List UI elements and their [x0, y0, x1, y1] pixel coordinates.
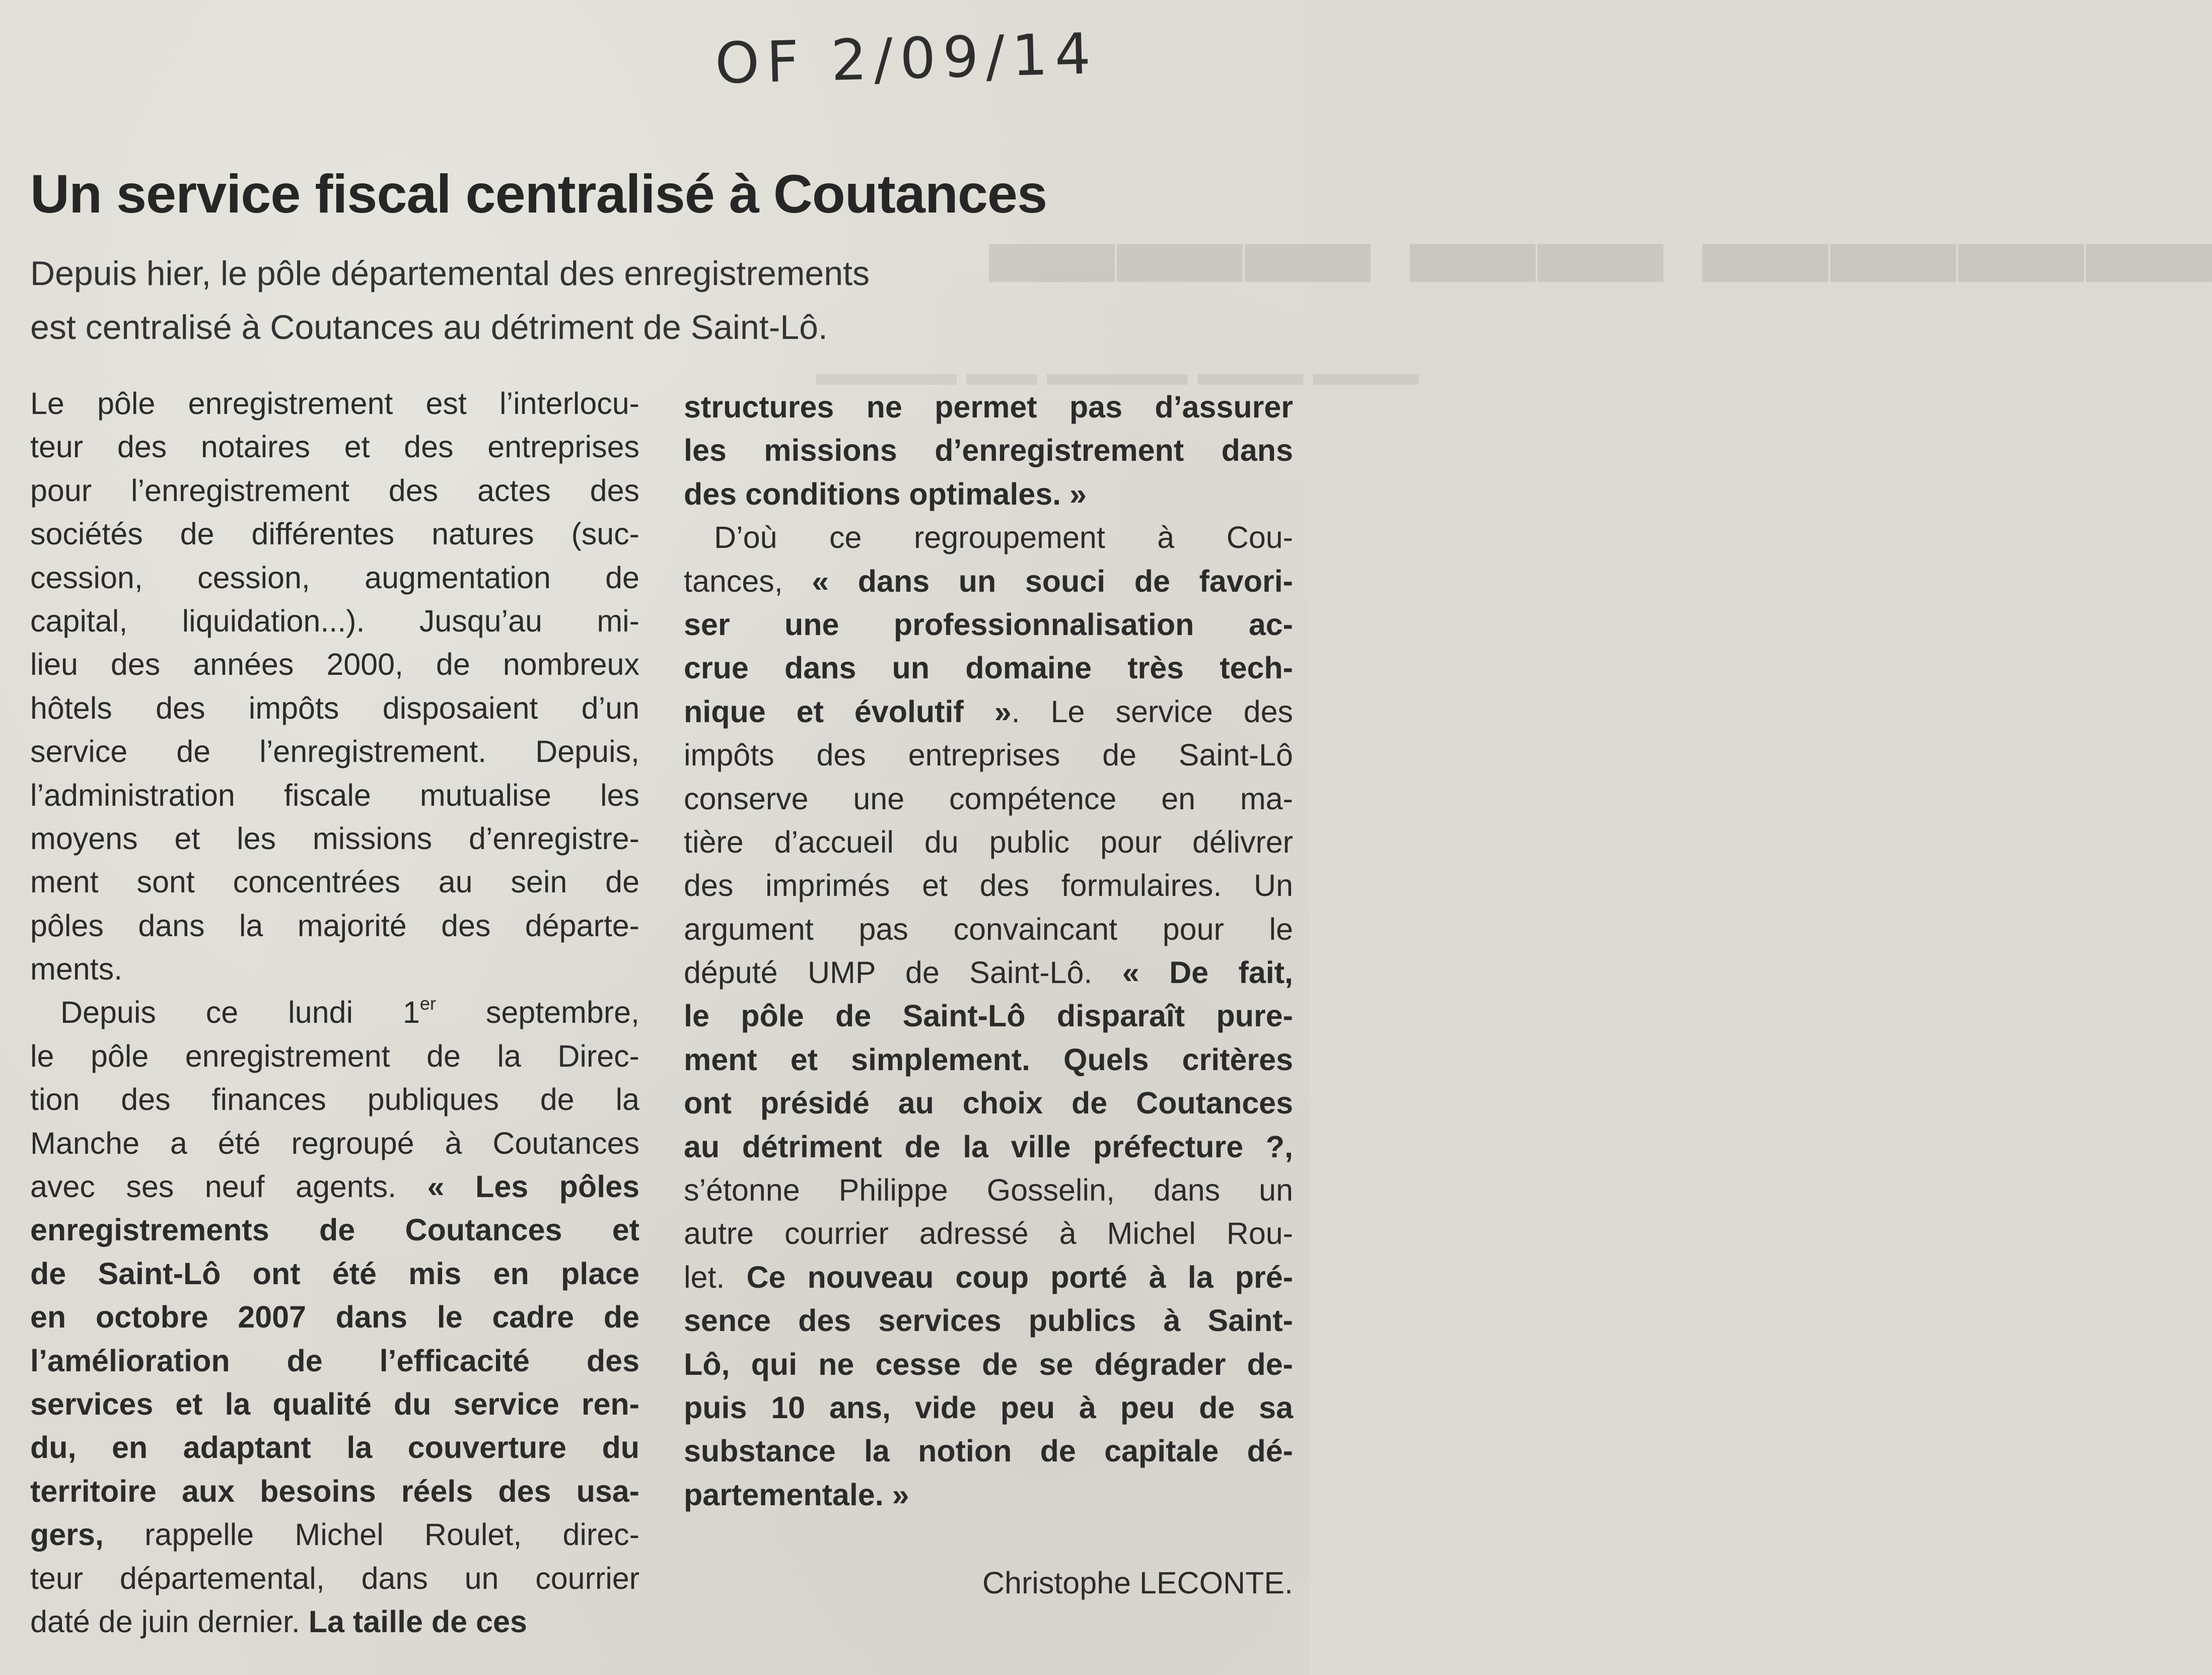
text-line	[30, 556, 639, 599]
body-text: l’administration fiscale mutualise les	[30, 778, 639, 812]
text-line	[684, 1386, 1293, 1429]
bold-quote-text: de Saint-Lô ont été mis en place	[30, 1256, 639, 1291]
body-text: Le pôle enregistrement est l’interlocu-	[30, 386, 639, 421]
body-text: service de l’enregistrement. Depuis,	[30, 734, 639, 769]
bold-quote-text: ser une professionnalisation ac-	[684, 607, 1293, 642]
text-line	[684, 1038, 1293, 1081]
text-line	[30, 1208, 639, 1251]
bleed-through-text: ▬▬▬▬ ▬▬ ▬▬▬	[987, 168, 2212, 309]
body-text: rappelle Michel Roulet, direc-	[103, 1517, 639, 1552]
text-line	[30, 1165, 639, 1208]
text-line	[684, 777, 1293, 820]
article-column-right	[684, 385, 1293, 1516]
bold-quote-text: crue dans un domaine très tech-	[684, 651, 1293, 685]
body-text: tion des finances publiques de la	[30, 1082, 639, 1117]
bold-quote-text: « Les pôles	[427, 1169, 639, 1204]
bold-quote-text: du, en adaptant la couverture du	[30, 1430, 639, 1465]
body-text: let.	[684, 1260, 747, 1294]
body-text: Manche a été regroupé à Coutances	[30, 1126, 639, 1160]
bold-quote-text: puis 10 ans, vide peu à peu de sa	[684, 1390, 1293, 1425]
text-line	[684, 1429, 1293, 1473]
body-text: pôles dans la majorité des départe-	[30, 908, 639, 943]
text-line	[30, 469, 639, 512]
body-text: autre courrier adressé à Michel Rou-	[684, 1216, 1293, 1251]
body-text: des imprimés et des formulaires. Un	[684, 868, 1293, 903]
text-line	[30, 1122, 639, 1165]
text-line	[684, 646, 1293, 689]
text-line	[684, 1473, 1293, 1516]
text-line	[684, 1255, 1293, 1299]
body-text: conserve une compétence en ma-	[684, 781, 1293, 816]
text-line	[30, 860, 639, 903]
bold-quote-text: services et la qualité du service ren-	[30, 1386, 639, 1421]
body-text: tances,	[684, 564, 812, 598]
text-line	[30, 1295, 639, 1339]
body-text: député UMP de Saint-Lô.	[684, 955, 1122, 990]
text-line	[684, 864, 1293, 907]
text-line	[30, 1426, 639, 1469]
text-line	[684, 1168, 1293, 1212]
bold-quote-text: « De fait,	[1122, 955, 1293, 990]
deck-line: est centralisé à Coutances au détriment de Saint-Lô.	[30, 308, 828, 346]
text-line	[30, 1600, 639, 1643]
body-text: septembre,	[436, 995, 639, 1030]
bold-quote-text: Lô, qui ne cesse de se dégrader de-	[684, 1347, 1293, 1381]
article-byline: Christophe LECONTE.	[982, 1566, 1293, 1600]
text-line	[30, 1339, 639, 1382]
body-text: Depuis ce lundi 1	[60, 995, 420, 1030]
text-line	[30, 643, 639, 686]
bold-quote-text: des conditions optimales. »	[684, 476, 1087, 511]
text-line	[30, 1557, 639, 1600]
bold-quote-text: substance la notion de capitale dé-	[684, 1434, 1293, 1469]
text-line	[30, 774, 639, 817]
text-line	[30, 991, 639, 1034]
text-line	[30, 382, 639, 425]
body-text: ment sont concentrées au sein de	[30, 865, 639, 899]
body-text: D’où ce regroupement à Cou-	[714, 520, 1293, 555]
body-text: impôts des entreprises de Saint-Lô	[684, 738, 1293, 773]
text-line	[30, 904, 639, 947]
bold-quote-text: gers,	[30, 1517, 104, 1552]
text-line	[684, 560, 1293, 603]
bleed-through-text: ▬▬▬ ▬▬▬ ▬▬▬▬ ▬▬ ▬▬▬▬	[816, 353, 1419, 392]
deck-line: Depuis hier, le pôle départemental des enregistrements	[30, 254, 870, 293]
text-line	[684, 1343, 1293, 1386]
text-line	[684, 1212, 1293, 1255]
body-text: le pôle enregistrement de la Direc-	[30, 1038, 639, 1073]
body-text: s’étonne Philippe Gosselin, dans un	[684, 1173, 1293, 1208]
text-line	[30, 1252, 639, 1295]
text-line	[30, 512, 639, 555]
text-line	[684, 908, 1293, 951]
text-line	[30, 425, 639, 468]
body-text: moyens et les missions d’enregistre-	[30, 821, 639, 856]
text-line	[684, 429, 1293, 472]
bold-quote-text: le pôle de Saint-Lô disparaît pure-	[684, 999, 1293, 1033]
bold-quote-text: les missions d’enregistrement dans	[684, 433, 1293, 468]
text-line	[30, 730, 639, 773]
text-line	[684, 472, 1293, 516]
article-deck	[30, 247, 1138, 355]
bold-quote-text: nique et évolutif »	[684, 694, 1012, 729]
text-line	[684, 1299, 1293, 1342]
text-line	[684, 690, 1293, 733]
article-headline: Un service fiscal centralisé à Coutances	[30, 163, 1047, 224]
article-column-left	[30, 382, 639, 1643]
bold-quote-text: La taille de ces	[308, 1604, 527, 1639]
body-text: capital, liquidation...). Jusqu’au mi-	[30, 603, 639, 638]
text-line	[30, 1470, 639, 1513]
text-line	[684, 733, 1293, 777]
bold-quote-text: ment et simplement. Quels critères	[684, 1042, 1293, 1077]
text-line	[30, 1513, 639, 1556]
bold-quote-text: territoire aux besoins réels des usa-	[30, 1474, 639, 1508]
text-line	[30, 1078, 639, 1121]
body-text: hôtels des impôts disposaient d’un	[30, 690, 639, 725]
bold-quote-text: ont présidé au choix de Coutances	[684, 1086, 1293, 1121]
text-line	[684, 385, 1293, 429]
text-line	[30, 1034, 639, 1078]
body-text: ments.	[30, 952, 123, 987]
text-line	[30, 817, 639, 860]
bold-quote-text: partementale. »	[684, 1477, 909, 1512]
bold-quote-text: l’amélioration de l’efficacité des	[30, 1343, 639, 1378]
text-line	[684, 1081, 1293, 1125]
body-text: teur des notaires et des entreprises	[30, 430, 639, 464]
bold-quote-text: structures ne permet pas d’assurer	[684, 390, 1293, 424]
body-text: daté de juin dernier.	[30, 1604, 309, 1639]
text-line	[684, 994, 1293, 1037]
body-text: argument pas convaincant pour le	[684, 912, 1293, 946]
body-text: pour l’enregistrement des actes des	[30, 473, 639, 508]
body-text: tière d’accueil du public pour délivrer	[684, 824, 1293, 859]
handwritten-date-note: OF 2/09/14	[714, 21, 1099, 97]
body-text: sociétés de différentes natures (suc-	[30, 517, 639, 551]
body-text: . Le service des	[1011, 694, 1293, 729]
body-text: lieu des années 2000, de nombreux	[30, 647, 639, 682]
text-line	[684, 951, 1293, 994]
body-text: avec ses neuf agents.	[30, 1169, 427, 1204]
body-text: teur départemental, dans un courrier	[30, 1561, 639, 1595]
text-line	[684, 1125, 1293, 1168]
text-line	[30, 599, 639, 643]
text-line	[684, 603, 1293, 646]
text-line	[684, 516, 1293, 559]
text-line	[30, 947, 639, 991]
bold-quote-text: « dans un souci de favori-	[812, 564, 1293, 598]
body-text: er	[419, 993, 436, 1014]
text-line	[684, 820, 1293, 864]
bold-quote-text: au détriment de la ville préfecture ?,	[684, 1129, 1293, 1164]
bold-quote-text: enregistrements de Coutances et	[30, 1213, 639, 1247]
bold-quote-text: sence des services publics à Saint-	[684, 1303, 1293, 1338]
text-line	[30, 1382, 639, 1426]
bold-quote-text: Ce nouveau coup porté à la pré-	[746, 1260, 1294, 1294]
body-text: cession, cession, augmentation de	[30, 560, 639, 595]
bold-quote-text: en octobre 2007 dans le cadre de	[30, 1300, 639, 1335]
text-line	[30, 686, 639, 730]
